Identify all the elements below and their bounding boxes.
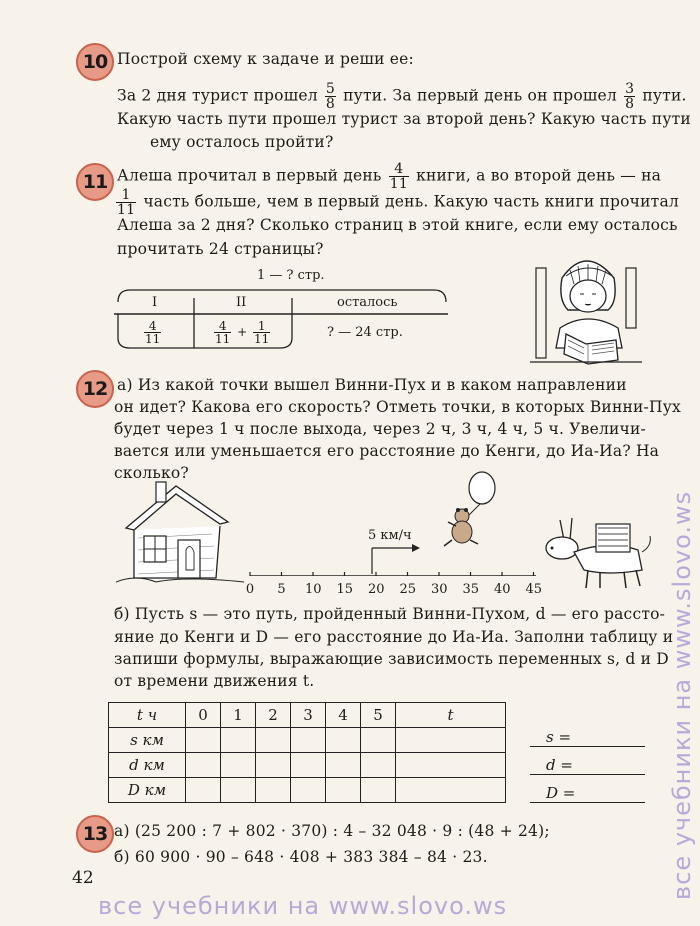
number-line-tick-label: 30 bbox=[431, 582, 448, 597]
fraction: $\frac{1}{11}$ bbox=[117, 187, 136, 218]
table-header-cell: 0 bbox=[186, 703, 221, 728]
table-header-row bbox=[109, 703, 506, 728]
table-cell[interactable] bbox=[221, 753, 256, 778]
table-cell[interactable] bbox=[256, 778, 291, 803]
table-cell[interactable] bbox=[361, 753, 396, 778]
task13-b: б) 60 900 · 90 – 648 · 408 + 383 384 – 84 · 23. bbox=[114, 848, 488, 866]
table-header-cell: 5 bbox=[361, 703, 396, 728]
house-illustration bbox=[116, 478, 246, 586]
table-cell[interactable] bbox=[396, 778, 506, 803]
table-cell[interactable] bbox=[361, 778, 396, 803]
table-cell[interactable] bbox=[326, 728, 361, 753]
task12-b-line: от времени движения t. bbox=[114, 672, 315, 690]
scheme-frac2: $\frac{4}{11}$ + $\frac{1}{11}$ bbox=[215, 319, 270, 346]
table-header-cell: 2 bbox=[256, 703, 291, 728]
task-number-badge: 12 bbox=[76, 370, 114, 408]
table-row bbox=[109, 728, 506, 753]
task12-a-line: вается или уменьшается его расстояние до Кенги, до Иа-Иа? На bbox=[114, 442, 660, 460]
number-line-tick-label: 15 bbox=[336, 582, 354, 597]
donkey-illustration bbox=[538, 510, 658, 590]
task11-line3: Алеша за 2 дня? Сколько страниц в этой книге, если ему осталось bbox=[117, 216, 678, 234]
table-row bbox=[109, 753, 506, 778]
number-line-tick-label: 35 bbox=[462, 582, 480, 597]
speed-label: 5 км/ч bbox=[368, 528, 412, 543]
number-line-tick-label: 25 bbox=[399, 582, 417, 597]
number-line-tick-label: 45 bbox=[525, 582, 543, 597]
table-header-cell: t bbox=[396, 703, 506, 728]
watermark-side: все учебники на www.slovo.ws bbox=[668, 490, 696, 900]
task12-a-line: он идет? Какова его скорость? Отметь точки, в которых Винни-Пух bbox=[114, 398, 681, 416]
task-number-badge: 11 bbox=[76, 163, 114, 201]
task-number-badge: 13 bbox=[76, 815, 114, 853]
table-cell[interactable] bbox=[291, 728, 326, 753]
table-cell[interactable] bbox=[256, 753, 291, 778]
task10-line2: За 2 дня турист прошел $\frac{5}{8}$ пути. За первый день он прошел $\frac{3}{8}$ пути. bbox=[117, 81, 687, 112]
table-cell[interactable] bbox=[221, 728, 256, 753]
task12-a-line: будет через 1 ч после выхода, через 2 ч, 3 ч, 4 ч, 5 ч. Увеличи- bbox=[114, 420, 646, 438]
table-row-label: D км bbox=[109, 778, 186, 803]
task12-a-line: а) Из какой точки вышел Винни-Пух и в каком направлении bbox=[117, 376, 627, 394]
fraction: $\frac{4}{11}$ bbox=[389, 161, 408, 192]
task11-line1: Алеша прочитал в первый день $\frac{4}{11}$ книги, а во второй день — на bbox=[117, 161, 662, 192]
table-row bbox=[109, 778, 506, 803]
task12-b-line: б) Пусть s — это путь, пройденный Винни-Пухом, d — его рассто- bbox=[114, 605, 666, 623]
formula-D-line[interactable] bbox=[530, 802, 645, 803]
table-cell[interactable] bbox=[186, 778, 221, 803]
table-cell[interactable] bbox=[326, 778, 361, 803]
task12-b-line: запиши формулы, выражающие зависимость переменных s, d и D bbox=[114, 650, 669, 668]
table-cell[interactable] bbox=[186, 728, 221, 753]
formula-s-line[interactable] bbox=[530, 746, 645, 747]
number-line-tick-label: 10 bbox=[305, 582, 322, 597]
table-row-label: s км bbox=[109, 728, 186, 753]
speed-arrow bbox=[368, 526, 438, 576]
scheme-total-label: 1 — ? стр. bbox=[257, 268, 325, 283]
task11-line2: $\frac{1}{11}$ часть больше, чем в первый день. Какую часть книги прочитал bbox=[117, 187, 679, 218]
task13-a: а) (25 200 : 7 + 802 · 370) : 4 – 32 048 · 9 : (48 + 24); bbox=[114, 822, 550, 840]
table-header-cell: 4 bbox=[326, 703, 361, 728]
task10-line1: Построй схему к задаче и реши ее: bbox=[117, 50, 414, 68]
table-header-cell: 1 bbox=[221, 703, 256, 728]
formula-d-label: d = bbox=[546, 756, 573, 774]
formula-s-label: s = bbox=[546, 728, 572, 746]
formula-D-label: D = bbox=[546, 784, 576, 802]
table-row-label: d км bbox=[109, 753, 186, 778]
table-cell[interactable] bbox=[326, 753, 361, 778]
scheme-rest: ? — 24 стр. bbox=[327, 325, 403, 340]
number-line-tick-label: 0 bbox=[245, 582, 255, 597]
page-number: 42 bbox=[72, 868, 94, 888]
scheme-frac1: $\frac{4}{11}$ bbox=[145, 319, 161, 346]
scheme-diagram bbox=[112, 268, 452, 358]
table-cell[interactable] bbox=[361, 728, 396, 753]
task-number-badge: 10 bbox=[76, 43, 114, 81]
fraction: $\frac{3}{8}$ bbox=[625, 81, 635, 112]
scheme-seg3: осталось bbox=[337, 295, 398, 310]
table-cell[interactable] bbox=[291, 753, 326, 778]
task10-line4: ему осталось пройти? bbox=[150, 133, 334, 151]
bear-balloon-illustration bbox=[438, 470, 498, 550]
number-line-tick-label: 20 bbox=[368, 582, 385, 597]
table-cell[interactable] bbox=[291, 778, 326, 803]
task12-b-line: яние до Кенги и D — его расстояние до Иа-Иа. Заполни таблицу и bbox=[114, 628, 674, 646]
scheme-seg1: I bbox=[152, 295, 158, 310]
task11-line4: прочитать 24 страницы? bbox=[117, 240, 324, 258]
formula-d-line[interactable] bbox=[530, 774, 645, 775]
table-cell[interactable] bbox=[221, 778, 256, 803]
task12-a-line: сколько? bbox=[114, 464, 189, 482]
values-table bbox=[108, 702, 506, 803]
table-cell[interactable] bbox=[256, 728, 291, 753]
task10-line3: Какую часть пути прошел турист за второй день? Какую часть пути bbox=[117, 110, 691, 128]
number-line-tick-label: 5 bbox=[277, 582, 286, 597]
scheme-seg2: II bbox=[236, 295, 247, 310]
table-cell[interactable] bbox=[396, 728, 506, 753]
number-line-tick-label: 40 bbox=[494, 582, 511, 597]
fraction: $\frac{5}{8}$ bbox=[325, 81, 335, 112]
table-header-cell: t ч bbox=[109, 703, 186, 728]
boy-reading-illustration bbox=[530, 248, 642, 368]
table-header-cell: 3 bbox=[291, 703, 326, 728]
watermark-bottom: все учебники на www.slovo.ws bbox=[98, 892, 508, 920]
table-cell[interactable] bbox=[186, 753, 221, 778]
table-cell[interactable] bbox=[396, 753, 506, 778]
